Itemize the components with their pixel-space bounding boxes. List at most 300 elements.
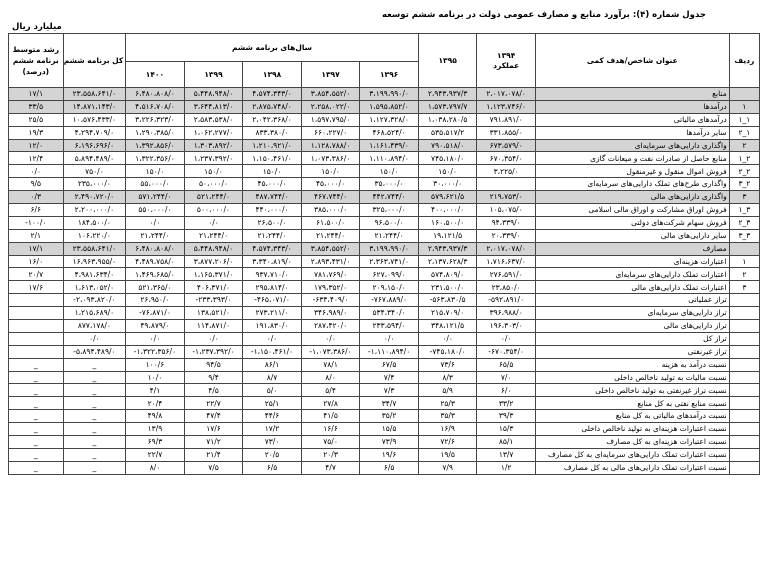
cell-value: ۲۹۵،۸۱۴/۰ — [243, 281, 302, 294]
cell-value: ۶۷/۵ — [360, 358, 419, 371]
cell-value: ۱۲/۰ — [9, 139, 64, 152]
cell-value: ۲،۲۰۰،۰۰۰/۰ — [63, 204, 126, 217]
cell-value: ۱۷۹،۳۵۲/۰ — [301, 281, 360, 294]
cell-value: ۶۵/۵ — [477, 358, 536, 371]
cell-value: ۱،۴۶۹،۶۸۵/۰ — [126, 268, 185, 281]
cell-value: ۶،۱۹۶،۶۹۶/۰ — [63, 139, 126, 152]
cell-value: ۱۳/۹ — [126, 423, 185, 436]
cell-value: ۱۳۸،۵۲۱/۰ — [184, 307, 243, 320]
row-label: فروش اوراق مشارکت و اوراق مالی اسلامی — [535, 204, 729, 217]
row-number: ۳_۱ — [729, 204, 759, 217]
cell-value: ۱،۵۷۳،۷۹۷/۷ — [418, 100, 477, 113]
cell-value: ۲۲/۷ — [126, 448, 185, 461]
cell-value: ۳،۸۵۴،۵۵۲/۰ — [301, 242, 360, 255]
cell-value: ۰/۳ — [9, 191, 64, 204]
cell-value: ۱۸۴،۵۰۰/۰ — [63, 216, 126, 229]
col-year: ۱۳۹۹ — [184, 62, 243, 88]
row-number: ۳ — [729, 191, 759, 204]
row-label: نسبت درآمدهای مالیاتی به کل منابع — [535, 410, 729, 423]
cell-value: ۵،۸۹۴،۴۸۹/۰- — [63, 345, 126, 358]
cell-value: ۵۰،۰۰۰/۰ — [184, 178, 243, 191]
table-row — [9, 113, 760, 126]
cell-value — [9, 294, 64, 307]
row-number — [729, 448, 759, 461]
cell-value: ۱۶/۶ — [301, 423, 360, 436]
row-number — [729, 371, 759, 384]
table-row — [9, 448, 760, 461]
cell-value: ۴۵،۰۰۰/۰ — [243, 178, 302, 191]
cell-value: ۶،۴۸۰،۸۰۸/۰ — [126, 242, 185, 255]
cell-value: ۲۱،۲۴۴/۰ — [360, 229, 419, 242]
cell-value: ۱۷/۱ — [9, 242, 64, 255]
cell-value: ۲۷/۸ — [301, 397, 360, 410]
cell-value: ۸/۰ — [301, 371, 360, 384]
cell-value: ۲۰/۴ — [126, 397, 185, 410]
unit-label: میلیارد ریال — [12, 22, 62, 32]
row-number — [729, 307, 759, 320]
cell-value: ۳،۲۲۵/۰ — [477, 165, 536, 178]
cell-value: ۶۷۰،۳۵۴/۰- — [477, 345, 536, 358]
cell-value: ۱،۱۲۷،۳۲۸/۰ — [360, 113, 419, 126]
cell-value: ۵۵،۰۰۰/۰ — [126, 178, 185, 191]
cell-value: ۱،۲۱۰،۹۲۱/۰ — [243, 139, 302, 152]
cell-value: ۱/۲ — [477, 461, 536, 474]
cell-value: ۵/۰ — [243, 384, 302, 397]
cell-value: ۴،۵۷۴،۳۴۳/۰ — [243, 88, 302, 101]
cell-value: ۱،۰۳۸،۲۸۰/۵ — [418, 113, 477, 126]
cell-value: ۳،۲۲۶،۳۲۳/۰ — [126, 113, 185, 126]
row-number: ۳_۲ — [729, 216, 759, 229]
cell-value: ۴۴۲،۷۴۴/۰ — [360, 191, 419, 204]
cell-value: ۳۸۵،۰۰۰/۰ — [301, 204, 360, 217]
cell-value: ۴/۵ — [184, 384, 243, 397]
row-label: واگذاری دارایی‌های سرمایه‌ای — [535, 139, 729, 152]
table-row — [9, 281, 760, 294]
cell-value: ۱۷/۲ — [243, 423, 302, 436]
row-label: نسبت درآمد به هزینه — [535, 358, 729, 371]
row-label: تراز کل — [535, 332, 729, 345]
cell-value: ۸۵/۱ — [477, 436, 536, 449]
cell-value: ۳،۸۵۴،۵۵۲/۰ — [301, 88, 360, 101]
cell-value: ۱۰۰/۰- — [9, 216, 64, 229]
cell-value: ۱۰۵،۰۷۵/۰ — [477, 204, 536, 217]
cell-value: ۲۳۳،۵۹۴/۰ — [360, 320, 419, 333]
cell-value: ۴،۴۸۹،۷۵۸/۰ — [126, 255, 185, 268]
row-number: ۱_۱ — [729, 113, 759, 126]
cell-value: ۵،۴۴۸،۹۴۸/۰ — [184, 242, 243, 255]
cell-value: ۴۶۵،۰۷۱/۰- — [243, 294, 302, 307]
col-growth: رشد متوسط برنامه ششم (درصد) — [9, 34, 64, 88]
table-row — [9, 191, 760, 204]
cell-value: ۱۰،۵۷۶،۴۳۳/۰ — [63, 113, 126, 126]
row-number — [729, 332, 759, 345]
table-row — [9, 204, 760, 217]
cell-value: ۹۳۷،۷۱۰/۰ — [243, 268, 302, 281]
cell-value: ۸۶/۱ — [243, 358, 302, 371]
table-row — [9, 384, 760, 397]
col-1395: ۱۳۹۵ — [418, 34, 477, 88]
cell-value: ۰/۰ — [184, 332, 243, 345]
cell-value: ۵۰۰،۰۰۰/۰ — [184, 204, 243, 217]
cell-value: ۳۹۶،۹۸۸/۰ — [477, 307, 536, 320]
row-label: اعتبارات تملک دارایی‌های سرمایه‌ای — [535, 268, 729, 281]
row-label: نسبت اعتبارات هزینه‌ای به کل مصارف — [535, 436, 729, 449]
cell-value: _ — [9, 436, 64, 449]
cell-value: ۱،۱۱۰،۸۹۴/۰ — [360, 152, 419, 165]
row-number — [729, 461, 759, 474]
cell-value: ۷۴۵،۱۸۰/۰ — [418, 152, 477, 165]
cell-value: ۳۵،۰۰۰/۰ — [360, 178, 419, 191]
row-label: فروش سهام شرکت‌های دولتی — [535, 216, 729, 229]
cell-value: ۶۹/۳ — [126, 436, 185, 449]
table-row — [9, 255, 760, 268]
cell-value: ۹/۴ — [184, 371, 243, 384]
row-label: نسبت اعتبارات تملک دارایی‌های مالی به کل مصارف — [535, 461, 729, 474]
cell-value: ۲،۰۹۳،۸۲۰/۰- — [63, 294, 126, 307]
cell-value: ۱،۱۶۱،۴۳۹/۰ — [360, 139, 419, 152]
row-number — [729, 88, 759, 101]
cell-value: ۵،۸۹۴،۴۸۹/۰ — [63, 152, 126, 165]
row-label: منابع — [535, 88, 729, 101]
cell-value: ۱۹۶،۳۰۳/۰ — [477, 320, 536, 333]
cell-value: ۳۰،۰۰۰/۰ — [418, 178, 477, 191]
cell-value: ۱۱۴،۸۷۱/۰ — [184, 320, 243, 333]
cell-value: ۲۸۷،۴۲۰/۰ — [301, 320, 360, 333]
cell-value: ۲،۰۴۲،۳۶۸/۰ — [243, 113, 302, 126]
cell-value: ۱۵۰/۰ — [243, 165, 302, 178]
row-number — [729, 345, 759, 358]
cell-value: ۶۷۳،۵۷۹/۰ — [477, 139, 536, 152]
row-number — [729, 242, 759, 255]
cell-value: ۲،۸۷۵،۷۴۸/۰ — [243, 100, 302, 113]
cell-value: ۰/۰ — [63, 332, 126, 345]
cell-value: _ — [9, 461, 64, 474]
row-label: اعتبارات هزینه‌ای — [535, 255, 729, 268]
table-title: جدول شماره (۴): برآورد منابع و مصارف عمومی دولت در برنامه ششم توسعه — [381, 10, 706, 20]
row-number: ۲ — [729, 268, 759, 281]
cell-value: ۲۲/۷ — [184, 397, 243, 410]
row-label: نسبت مالیات به تولید ناخالص داخلی — [535, 371, 729, 384]
cell-value: _ — [63, 371, 126, 384]
cell-value: ۲۱،۲۴۴/۰ — [243, 229, 302, 242]
cell-value: ۰/۰ — [418, 332, 477, 345]
col-plan-years: سال‌های برنامه ششم — [126, 34, 419, 62]
cell-value: ۵۲۱،۳۶۵/۰ — [126, 281, 185, 294]
cell-value: ۱،۱۵۰،۴۶۱/۰ — [243, 152, 302, 165]
row-number — [729, 320, 759, 333]
cell-value: ۱،۰۶۲،۲۷۷/۰ — [184, 126, 243, 139]
table-row — [9, 436, 760, 449]
cell-value: ۱۴،۸۷۱،۱۴۳/۰ — [63, 100, 126, 113]
cell-value: ۰/۰ — [184, 216, 243, 229]
cell-value — [477, 178, 536, 191]
cell-value: ۲،۸۹۳،۴۳۱/۰ — [301, 255, 360, 268]
col-year: ۱۳۹۶ — [360, 62, 419, 88]
table-row — [9, 229, 760, 242]
cell-value: ۴۰۰،۰۰۰/۰ — [418, 204, 477, 217]
col-row-no: ردیف — [729, 34, 759, 88]
cell-value: ۱۶/۹ — [418, 423, 477, 436]
row-number: ۲_۱ — [729, 152, 759, 165]
cell-value: ۲،۳۶۳،۷۴۱/۰ — [360, 255, 419, 268]
cell-value: ۶۱،۵۰۰/۰ — [301, 216, 360, 229]
cell-value: _ — [9, 358, 64, 371]
table-row — [9, 332, 760, 345]
cell-value: ۴۱/۵ — [301, 410, 360, 423]
table-row — [9, 88, 760, 101]
cell-value: ۳،۱۹۹،۹۹۰/۰ — [360, 242, 419, 255]
row-label: سایر درآمدها — [535, 126, 729, 139]
table-row — [9, 178, 760, 191]
cell-value: ۴۹/۸ — [126, 410, 185, 423]
cell-value: ۱۰/۰ — [126, 371, 185, 384]
cell-value: ۲۳،۵۵۸،۶۴۱/۰ — [63, 242, 126, 255]
table-row — [9, 294, 760, 307]
col-indicator: عنوان شاخص/هدف کمی — [535, 34, 729, 88]
cell-value: ۲/۱ — [9, 229, 64, 242]
table-row — [9, 152, 760, 165]
cell-value: ۹۴/۵ — [184, 358, 243, 371]
cell-value: ۰/۰ — [9, 165, 64, 178]
col-year: ۱۴۰۰ — [126, 62, 185, 88]
cell-value: ۱،۷۱۶،۶۳۷/۰ — [477, 255, 536, 268]
row-number — [729, 358, 759, 371]
cell-value: ۶۲۷،۰۹۹/۰ — [360, 268, 419, 281]
cell-value: ۴۴۰،۰۰۰/۰ — [243, 204, 302, 217]
cell-value: ۴۸۷،۷۴۴/۰ — [243, 191, 302, 204]
cell-value: ۳۴۸،۱۲۱/۵ — [418, 320, 477, 333]
cell-value: ۶/۵ — [243, 461, 302, 474]
cell-value: ۱،۲۱۵،۶۸۹/۰ — [63, 307, 126, 320]
cell-value — [9, 320, 64, 333]
cell-value: ۷/۳ — [360, 384, 419, 397]
cell-value: _ — [63, 448, 126, 461]
cell-value: ۳،۸۷۷،۲۰۶/۰ — [184, 255, 243, 268]
cell-value: ۷۵/۰ — [301, 436, 360, 449]
cell-value: _ — [63, 410, 126, 423]
cell-value: ۱،۱۱۰،۸۹۴/۰- — [360, 345, 419, 358]
cell-value: _ — [63, 384, 126, 397]
cell-value: ۱۵۰/۰ — [301, 165, 360, 178]
cell-value: _ — [63, 358, 126, 371]
row-label: درآمدهای مالیاتی — [535, 113, 729, 126]
cell-value: ۳۹/۳ — [477, 410, 536, 423]
cell-value: ۴/۱ — [126, 384, 185, 397]
row-number: ۳ — [729, 281, 759, 294]
table-row — [9, 320, 760, 333]
cell-value: ۱۵۰/۰ — [184, 165, 243, 178]
cell-value: ۸۳۳،۳۸۰/۰ — [243, 126, 302, 139]
cell-value: ۸/۰ — [126, 461, 185, 474]
cell-value: ۳۳۱،۸۵۵/۰ — [477, 126, 536, 139]
cell-value: ۲۱،۲۴۴/۰ — [184, 229, 243, 242]
cell-value: ۷۳/۶ — [418, 358, 477, 371]
cell-value: ۰/۰ — [360, 332, 419, 345]
row-number — [729, 410, 759, 423]
cell-value: ۲۷۳،۲۱۱/۰ — [243, 307, 302, 320]
row-number: ۲ — [729, 139, 759, 152]
table-row — [9, 126, 760, 139]
cell-value: ۱۶/۰ — [9, 255, 64, 268]
cell-value: ۴،۵۷۴،۳۴۳/۰ — [243, 242, 302, 255]
row-label: سایر دارایی‌های مالی — [535, 229, 729, 242]
cell-value: ۴۰۶،۳۷۱/۰ — [184, 281, 243, 294]
cell-value: ۱۰۰/۶ — [126, 358, 185, 371]
cell-value: ۲۰،۳۳۹/۰ — [477, 229, 536, 242]
cell-value: ۶۷۰،۳۵۴/۰ — [477, 152, 536, 165]
table-row — [9, 100, 760, 113]
table-row — [9, 371, 760, 384]
cell-value: ۳،۶۴۴،۸۱۳/۰ — [184, 100, 243, 113]
cell-value: ۶۳۴،۴۰۹/۰- — [301, 294, 360, 307]
cell-value: ۷۹۱،۸۹۱/۰ — [477, 113, 536, 126]
cell-value: ۲۵/۳ — [418, 397, 477, 410]
cell-value: ۱،۳۲۲،۳۵۶/۰- — [126, 345, 185, 358]
cell-value: ۵۳۴،۳۴۰/۰ — [360, 307, 419, 320]
cell-value: ۰/۰ — [477, 332, 536, 345]
cell-value: _ — [9, 397, 64, 410]
cell-value: ۱۳/۷ — [477, 448, 536, 461]
cell-value: ۱،۱۵۰،۴۶۱/۰- — [243, 345, 302, 358]
table-row — [9, 358, 760, 371]
cell-value: ۲۰/۵ — [243, 448, 302, 461]
cell-value: ۱۷/۱ — [9, 88, 64, 101]
cell-value: ۳۳/۵ — [9, 100, 64, 113]
cell-value: ۱۶۰،۵۰۰/۰ — [418, 216, 477, 229]
cell-value: ۲۳۱،۵۰۰/۰ — [418, 281, 477, 294]
cell-value: ۹۶،۵۰۰/۰ — [360, 216, 419, 229]
cell-value: ۶۶۰،۲۲۷/۰ — [301, 126, 360, 139]
cell-value: ۱۵۰/۰ — [360, 165, 419, 178]
row-label: تراز غیرنفتی — [535, 345, 729, 358]
cell-value: ۷۲/۶ — [418, 436, 477, 449]
col-total: کل برنامه ششم — [63, 34, 126, 88]
row-label: اعتبارات تملک دارایی‌های مالی — [535, 281, 729, 294]
cell-value: ۱۵۰/۰ — [418, 165, 477, 178]
cell-value: ۴/۷ — [301, 461, 360, 474]
cell-value: ۱،۰۷۳،۳۸۶/۰ — [301, 152, 360, 165]
cell-value: ۲،۲۵۸،۰۲۲/۰ — [301, 100, 360, 113]
cell-value: _ — [9, 384, 64, 397]
row-label: نسبت اعتبارات هزینه‌ای به تولید ناخالص داخلی — [535, 423, 729, 436]
cell-value: ۴،۵۱۶،۷۰۸/۰ — [126, 100, 185, 113]
row-label: نسبت تراز غیرنفتی به تولید ناخالص داخلی — [535, 384, 729, 397]
cell-value: ۱۲/۴ — [9, 152, 64, 165]
cell-value: ۷۸۱،۷۶۹/۰ — [301, 268, 360, 281]
cell-value: ۱۵۰/۰ — [126, 165, 185, 178]
cell-value: ۲،۵۸۳،۵۳۸/۰ — [184, 113, 243, 126]
cell-value: ۷۹۰،۵۱۸/۰ — [418, 139, 477, 152]
cell-value: ۱،۲۳۷،۳۹۲/۰- — [184, 345, 243, 358]
cell-value: ۴،۹۸۱،۶۳۴/۰ — [63, 268, 126, 281]
row-label: درآمدها — [535, 100, 729, 113]
cell-value: ۳۳/۲ — [477, 397, 536, 410]
cell-value: ۱،۲۳۷،۳۹۲/۰ — [184, 152, 243, 165]
cell-value: ۷۱/۲ — [184, 436, 243, 449]
cell-value: ۲۱،۲۴۴/۰ — [126, 229, 185, 242]
cell-value: ۲،۹۴۳،۹۳۷/۳ — [418, 242, 477, 255]
cell-value: _ — [63, 461, 126, 474]
cell-value: ۲۳۳،۳۹۳/۰- — [184, 294, 243, 307]
row-number: ۱_۲ — [729, 126, 759, 139]
cell-value: ۵،۴۴۸،۹۴۸/۰ — [184, 88, 243, 101]
cell-value: _ — [63, 397, 126, 410]
cell-value: ۱۶،۹۶۳،۹۵۵/۰ — [63, 255, 126, 268]
cell-value: ۱۹/۳ — [9, 126, 64, 139]
cell-value: _ — [9, 371, 64, 384]
cell-value: ۴۹،۸۷۹/۰ — [126, 320, 185, 333]
cell-value: ۸/۷ — [243, 371, 302, 384]
cell-value: ۲،۱۳۷،۶۲۸/۳ — [418, 255, 477, 268]
cell-value: ۸۷۷،۱۷۸/۰ — [63, 320, 126, 333]
cell-value: ۱،۵۹۵،۸۵۲/۰ — [360, 100, 419, 113]
cell-value: ۷/۵ — [184, 461, 243, 474]
cell-value: ۱،۱۶۵،۳۷۱/۰ — [184, 268, 243, 281]
cell-value: _ — [9, 448, 64, 461]
cell-value: ۳،۳۴۰،۸۱۹/۰ — [243, 255, 302, 268]
table-row — [9, 461, 760, 474]
row-number: ۲_۳ — [729, 178, 759, 191]
cell-value: ۰/۰ — [126, 332, 185, 345]
cell-value: ۲۰/۳ — [301, 448, 360, 461]
cell-value: ۲،۹۴۳،۹۳۷/۳ — [418, 88, 477, 101]
cell-value: _ — [63, 436, 126, 449]
cell-value: ۱،۰۷۳،۳۸۶/۰- — [301, 345, 360, 358]
cell-value: ۱۹/۶ — [360, 448, 419, 461]
cell-value: ۲۱،۲۴۴/۰ — [301, 229, 360, 242]
cell-value: ۰/۰ — [126, 216, 185, 229]
cell-value: ۶،۴۸۰،۸۰۸/۰ — [126, 88, 185, 101]
cell-value: ۷۶۷،۸۸۹/۰- — [360, 294, 419, 307]
cell-value — [9, 307, 64, 320]
cell-value: ۰/۰ — [243, 332, 302, 345]
cell-value: ۵۲۱،۲۴۴/۰ — [184, 191, 243, 204]
cell-value: ۹/۵ — [9, 178, 64, 191]
row-label: تراز دارایی‌های سرمایه‌ای — [535, 307, 729, 320]
cell-value: ۲۰۹،۱۵۰/۰ — [360, 281, 419, 294]
cell-value: ۲۱۹،۷۵۳/۰ — [477, 191, 536, 204]
cell-value: ۱،۳۹۲،۸۵۶/۰ — [126, 139, 185, 152]
cell-value: ۵/۴ — [301, 384, 360, 397]
cell-value: ۴،۲۹۴،۷۰۹/۰ — [63, 126, 126, 139]
table-row — [9, 242, 760, 255]
cell-value: ۲۵/۱ — [243, 397, 302, 410]
cell-value: ۵۷۹،۶۲۱/۵ — [418, 191, 477, 204]
row-number: ۱ — [729, 255, 759, 268]
cell-value: ۴۵،۰۰۰/۰ — [301, 178, 360, 191]
table-row — [9, 423, 760, 436]
cell-value: ۵۷۱،۲۴۴/۰ — [126, 191, 185, 204]
cell-value: ۰/۰ — [301, 332, 360, 345]
cell-value: ۱۷/۶ — [184, 423, 243, 436]
cell-value: ۱،۱۲۳،۷۴۶/۰ — [477, 100, 536, 113]
row-label: نسبت اعتبارات تملک دارایی‌های سرمایه‌ای به کل مصارف — [535, 448, 729, 461]
cell-value: ۱،۱۲۸،۷۸۸/۰ — [301, 139, 360, 152]
cell-value: ۲۰/۷ — [9, 268, 64, 281]
cell-value: ۲۱۵،۷۰۹/۰ — [418, 307, 477, 320]
cell-value: ۱۹،۱۲۱/۵ — [418, 229, 477, 242]
cell-value: ۲۱/۴ — [184, 448, 243, 461]
cell-value: ۲۵/۵ — [9, 113, 64, 126]
cell-value: ۷/۹ — [418, 461, 477, 474]
col-year: ۱۳۹۷ — [301, 62, 360, 88]
cell-value: ۴۴/۶ — [243, 410, 302, 423]
cell-value: ۲۳۵،۰۰۰/۰ — [63, 178, 126, 191]
cell-value: ۴۶۷،۷۴۴/۰ — [301, 191, 360, 204]
cell-value: _ — [63, 423, 126, 436]
row-label: مصارف — [535, 242, 729, 255]
cell-value: ۷۸/۱ — [301, 358, 360, 371]
